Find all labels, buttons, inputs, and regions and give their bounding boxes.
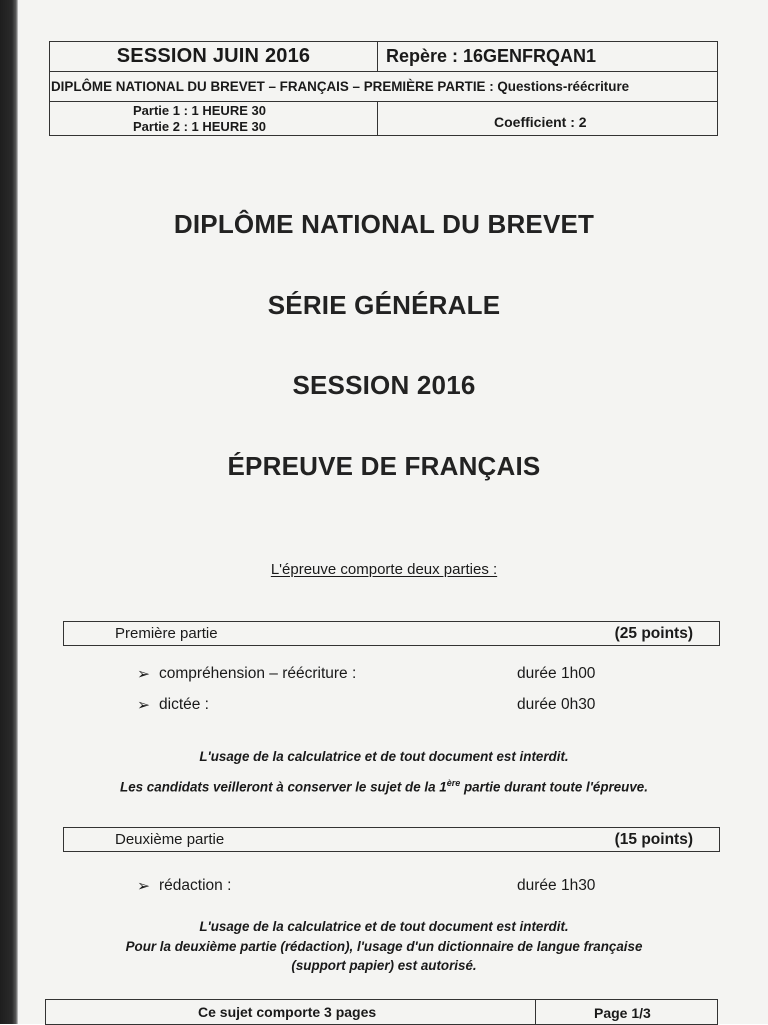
intro-text <box>0 561 768 578</box>
title-session: SESSION 2016 <box>292 370 476 400</box>
item-duration: durée 1h30 <box>517 877 596 894</box>
title-epreuve: ÉPREUVE DE FRANÇAIS <box>227 451 541 481</box>
part1-item-comprehension <box>137 665 637 684</box>
session-label: SESSION JUIN 2016 <box>50 42 378 71</box>
title-diplome: DIPLÔME NATIONAL DU BREVET <box>173 209 595 239</box>
part1-note-line1: L'usage de la calculatrice et de tout document est interdit. <box>199 749 569 764</box>
repere-label: Repère : 16GENFRQAN1 <box>386 46 597 66</box>
part2-note-line1: L'usage de la calculatrice et de tout document est interdit. <box>199 919 569 934</box>
durations <box>50 102 378 135</box>
item-duration: durée 1h00 <box>517 665 596 682</box>
header-row-title <box>50 72 717 102</box>
part2-note-line3: (support papier) est autorisé. <box>291 958 477 973</box>
arrow-bullet-icon: ➢ <box>137 697 150 714</box>
note-text-b: partie durant toute l'épreuve. <box>460 779 648 795</box>
part2-points: (15 points) <box>614 830 693 848</box>
footer-pages: Ce sujet comporte 3 pages <box>46 1000 536 1024</box>
coefficient-label: Coefficient : 2 <box>494 113 587 130</box>
item-duration: durée 0h30 <box>517 696 596 713</box>
header-table <box>49 41 718 136</box>
item-label: compréhension – réécriture : <box>159 665 357 682</box>
partie1-duration: Partie 1 : 1 HEURE 30 <box>133 102 266 118</box>
part2-note <box>0 917 768 976</box>
part1-item-dictee <box>137 696 637 715</box>
part1-note-line2 <box>0 773 768 797</box>
exam-title: DIPLÔME NATIONAL DU BREVET – FRANÇAIS – PREMIÈRE PARTIE : Questions-réécriture <box>51 79 630 94</box>
item-label: rédaction : <box>159 877 232 894</box>
part2-box <box>63 827 720 852</box>
arrow-bullet-icon: ➢ <box>137 666 150 683</box>
part1-points: (25 points) <box>614 624 693 642</box>
part2-note-line2: Pour la deuxième partie (rédaction), l'usage d'un dictionnaire de langue française <box>125 938 643 954</box>
title-serie: SÉRIE GÉNÉRALE <box>267 290 501 320</box>
header-row-session <box>50 42 717 72</box>
partie2-duration: Partie 2 : 1 HEURE 30 <box>133 118 266 134</box>
page-shadow-edge <box>0 0 18 1024</box>
footer-table <box>45 999 718 1025</box>
note-text-a: Les candidats veilleront à conserver le sujet de la 1 <box>120 779 447 795</box>
part2-item-redaction <box>137 877 637 896</box>
note-superscript: ère <box>446 778 461 788</box>
document-page <box>18 0 768 1024</box>
part2-label: Deuxième partie <box>115 831 225 848</box>
arrow-bullet-icon: ➢ <box>137 878 150 895</box>
part1-label: Première partie <box>115 625 218 642</box>
intro-label: L'épreuve comporte deux parties : <box>270 561 498 578</box>
part1-box <box>63 621 720 646</box>
item-label: dictée : <box>159 696 209 713</box>
footer-page-number: Page 1/3 <box>594 1005 651 1021</box>
header-row-duration <box>50 102 717 135</box>
